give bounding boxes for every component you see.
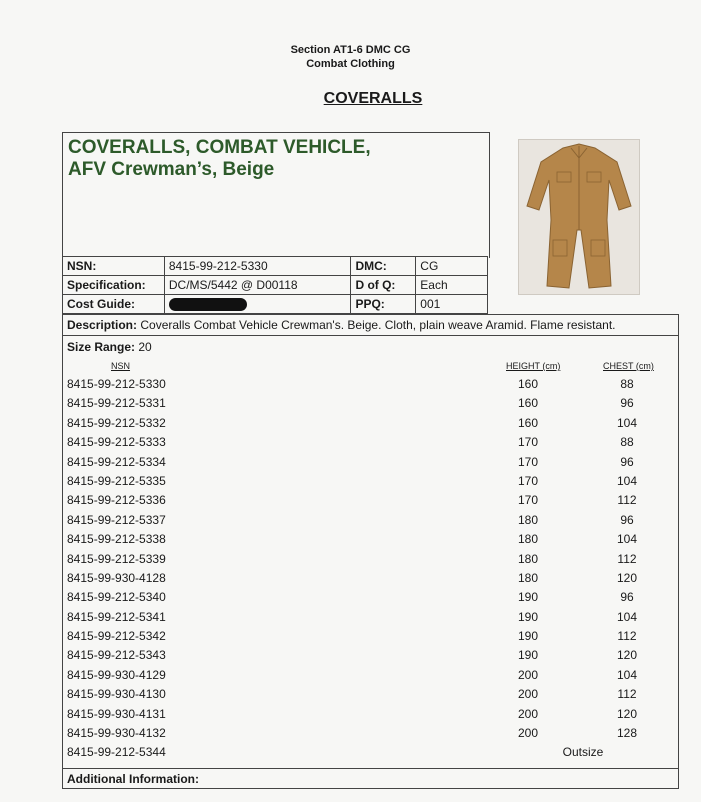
nsn-value: 8415-99-212-5330: [164, 257, 351, 276]
table-row: [63, 627, 678, 646]
row-height: 200: [517, 667, 539, 682]
coveralls-image: [519, 140, 639, 294]
row-nsn: 8415-99-212-5343: [67, 648, 166, 663]
specification-label: Specification:: [63, 276, 165, 295]
table-row: [63, 666, 678, 685]
table-row: [63, 491, 678, 510]
size-range-label: Size Range:: [67, 340, 136, 354]
row-height: 190: [517, 648, 539, 663]
section-subtitle: Combat Clothing: [306, 58, 395, 70]
row-height: 170: [517, 435, 539, 450]
row-height: 170: [517, 493, 539, 508]
row-nsn: 8415-99-212-5332: [67, 415, 166, 430]
row-height: 180: [517, 570, 539, 585]
spec-row-cost: [63, 295, 488, 314]
row-chest: 112: [617, 629, 637, 644]
size-range: [67, 340, 152, 354]
row-chest: 96: [620, 396, 634, 411]
table-row: [63, 608, 678, 627]
dmc-value: CG: [416, 257, 488, 276]
section-heading: Section AT1-6 DMC CG: [290, 44, 411, 56]
row-nsn: 8415-99-212-5331: [67, 396, 166, 411]
column-header-chest: CHEST (cm): [603, 361, 654, 371]
column-header-height: HEIGHT (cm): [506, 361, 561, 371]
table-row: [63, 414, 678, 433]
row-nsn: 8415-99-212-5337: [67, 512, 166, 527]
size-table: [63, 375, 678, 763]
row-chest: 104: [616, 532, 638, 547]
cost-guide-value: [164, 295, 351, 314]
table-row: [63, 550, 678, 569]
row-nsn: 8415-99-212-5341: [67, 609, 166, 624]
row-chest: 112: [617, 687, 637, 702]
row-nsn: 8415-99-212-5334: [67, 454, 166, 469]
dofq-value: Each: [416, 276, 488, 295]
column-header-nsn: NSN: [111, 361, 131, 371]
row-chest: 96: [620, 454, 634, 469]
row-nsn: 8415-99-212-5333: [67, 435, 166, 450]
row-nsn: 8415-99-212-5340: [67, 590, 166, 605]
row-height: 180: [517, 532, 539, 547]
row-chest: 96: [620, 590, 634, 605]
row-chest: 104: [616, 609, 638, 624]
row-nsn: 8415-99-212-5342: [67, 629, 166, 644]
spec-table: [62, 256, 488, 314]
dmc-label: DMC:: [351, 257, 416, 276]
description-label: Description:: [67, 318, 138, 332]
table-row: [63, 394, 678, 413]
row-height: 200: [517, 706, 539, 721]
specification-value: DC/MS/5442 @ D00118: [164, 276, 351, 295]
row-nsn: 8415-99-930-4129: [67, 667, 166, 682]
row-chest: 120: [616, 570, 638, 585]
row-chest: 104: [616, 415, 638, 430]
row-nsn: 8415-99-930-4132: [67, 726, 166, 741]
redaction-mark: [169, 298, 247, 311]
row-height: 180: [517, 512, 539, 527]
table-row: [63, 375, 678, 394]
row-nsn: 8415-99-212-5344: [67, 745, 166, 760]
product-title-line1: COVERALLS, COMBAT VEHICLE,: [68, 137, 371, 158]
row-height: 160: [517, 396, 539, 411]
row-height: 190: [517, 609, 539, 624]
additional-information: Additional Information:: [63, 768, 678, 788]
row-height: 200: [517, 687, 539, 702]
ppq-label: PPQ:: [351, 295, 416, 314]
row-chest: 120: [616, 706, 638, 721]
product-title-box: [62, 132, 490, 258]
row-height: 180: [517, 551, 539, 566]
row-nsn: 8415-99-212-5336: [67, 493, 166, 508]
spec-row-specification: [63, 276, 488, 295]
row-height: 200: [517, 726, 539, 741]
row-nsn: 8415-99-212-5338: [67, 532, 166, 547]
row-chest: 88: [620, 377, 634, 391]
details-box: [62, 314, 679, 789]
row-chest: 120: [616, 648, 638, 663]
table-row: [63, 433, 678, 452]
spec-row-nsn: [63, 257, 488, 276]
row-nsn: 8415-99-930-4130: [67, 687, 166, 702]
table-row: [63, 453, 678, 472]
row-nsn: 8415-99-930-4131: [67, 706, 166, 721]
row-nsn: 8415-99-212-5339: [67, 551, 166, 566]
table-row: [63, 511, 678, 530]
row-chest: 112: [617, 493, 637, 508]
row-chest: 104: [616, 667, 638, 682]
row-height: 160: [517, 415, 539, 430]
product-title: [68, 137, 371, 181]
row-height: 190: [517, 590, 539, 605]
table-row: [63, 724, 678, 743]
row-chest: 128: [616, 726, 638, 741]
row-chest: 96: [620, 512, 634, 527]
dofq-label: D of Q:: [351, 276, 416, 295]
description-text: Coveralls Combat Vehicle Crewman's. Beige. Cloth, plain weave Aramid. Flame resistant.: [140, 318, 616, 332]
table-row: [63, 569, 678, 588]
row-nsn: 8415-99-930-4128: [67, 570, 166, 585]
table-row: [63, 472, 678, 491]
table-row: [63, 646, 678, 665]
row-outsize-label: Outsize: [562, 745, 604, 760]
table-row: [63, 705, 678, 724]
size-range-value: 20: [138, 340, 152, 354]
cost-guide-label: Cost Guide:: [63, 295, 165, 314]
row-chest: 104: [616, 473, 638, 488]
row-height: 160: [517, 377, 539, 391]
row-height: 190: [517, 629, 539, 644]
table-row: [63, 530, 678, 549]
table-row: [63, 588, 678, 607]
product-photo: [518, 139, 640, 295]
description-row: [63, 315, 678, 336]
row-chest: 112: [617, 551, 637, 566]
table-row-outsize: [63, 743, 678, 762]
ppq-value: 001: [416, 295, 488, 314]
product-title-line2: AFV Crewman’s, Beige: [68, 159, 275, 180]
row-nsn: 8415-99-212-5330: [67, 377, 166, 391]
row-nsn: 8415-99-212-5335: [67, 473, 166, 488]
table-row: [63, 685, 678, 704]
nsn-label: NSN:: [63, 257, 165, 276]
row-height: 170: [517, 473, 539, 488]
row-height: 170: [517, 454, 539, 469]
row-chest: 88: [620, 435, 634, 450]
page-title: COVERALLS: [323, 90, 423, 107]
